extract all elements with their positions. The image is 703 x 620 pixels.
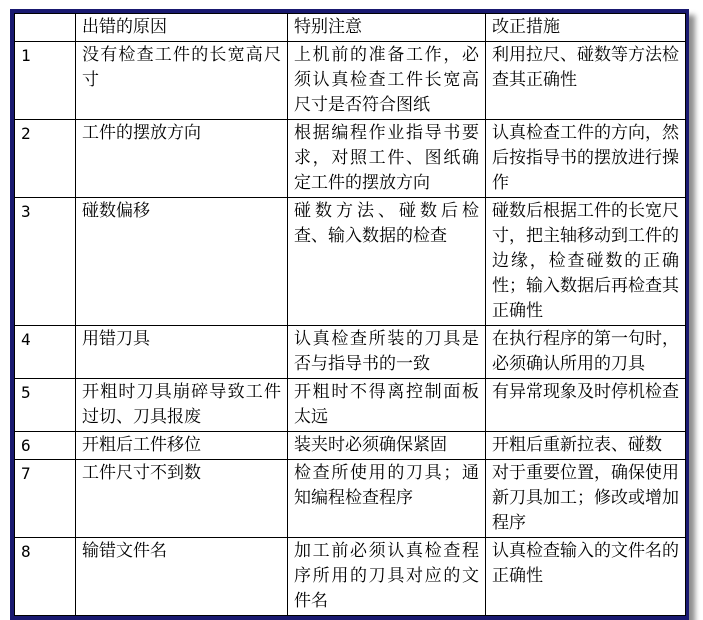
cause-cell: 没有检查工件的长宽高尺寸: [76, 42, 288, 120]
header-cell-fix: 改正措施: [486, 14, 686, 42]
table-row: [15, 326, 686, 379]
header-cell-note: 特别注意: [288, 14, 486, 42]
row-number: 2: [15, 120, 76, 198]
fix-cell: 认真检查工件的方向，然后按指导书的摆放进行操作: [486, 120, 686, 198]
cause-cell: 开粗时刀具崩碎导致工件过切、刀具报废: [76, 379, 288, 432]
cause-cell: 工件尺寸不到数: [76, 460, 288, 538]
cause-cell: 碰数偏移: [76, 198, 288, 326]
table-row: [15, 460, 686, 538]
error-cause-table: [14, 13, 686, 616]
fix-cell: 对于重要位置，确保使用新刀具加工；修改或增加程序: [486, 460, 686, 538]
fix-cell: 碰数后根据工件的长宽尺寸，把主轴移动到工件的边缘，检查碰数的正确性；输入数据后再检查其正确性: [486, 198, 686, 326]
cause-cell: 用错刀具: [76, 326, 288, 379]
row-number: 3: [15, 198, 76, 326]
note-cell: 认真检查所装的刀具是否与指导书的一致: [288, 326, 486, 379]
note-cell: 开粗时不得离控制面板太远: [288, 379, 486, 432]
table-row: [15, 432, 686, 460]
note-cell: 上机前的准备工作，必须认真检查工件长宽高尺寸是否符合图纸: [288, 42, 486, 120]
fix-cell: 在执行程序的第一句时，必须确认所用的刀具: [486, 326, 686, 379]
table-row: [15, 379, 686, 432]
row-number: 7: [15, 460, 76, 538]
note-cell: 检查所使用的刀具；通知编程检查程序: [288, 460, 486, 538]
row-number: 4: [15, 326, 76, 379]
row-number: 1: [15, 42, 76, 120]
table-row: [15, 538, 686, 616]
bordered-table-frame: [10, 9, 689, 620]
cause-cell: 输错文件名: [76, 538, 288, 616]
note-cell: 装夹时必须确保紧固: [288, 432, 486, 460]
note-cell: 碰数方法、碰数后检查、输入数据的检查: [288, 198, 486, 326]
table-row: [15, 120, 686, 198]
fix-cell: 开粗后重新拉表、碰数: [486, 432, 686, 460]
cause-cell: 工件的摆放方向: [76, 120, 288, 198]
table-row: [15, 198, 686, 326]
header-cell-index: [15, 14, 76, 42]
note-cell: 加工前必须认真检查程序所用的刀具对应的文件名: [288, 538, 486, 616]
header-row: [15, 14, 686, 42]
header-cell-cause: 出错的原因: [76, 14, 288, 42]
row-number: 8: [15, 538, 76, 616]
row-number: 6: [15, 432, 76, 460]
note-cell: 根据编程作业指导书要求，对照工件、图纸确定工件的摆放方向: [288, 120, 486, 198]
row-number: 5: [15, 379, 76, 432]
fix-cell: 利用拉尺、碰数等方法检查其正确性: [486, 42, 686, 120]
fix-cell: 有异常现象及时停机检查: [486, 379, 686, 432]
table-row: [15, 42, 686, 120]
cause-cell: 开粗后工件移位: [76, 432, 288, 460]
fix-cell: 认真检查输入的文件名的正确性: [486, 538, 686, 616]
